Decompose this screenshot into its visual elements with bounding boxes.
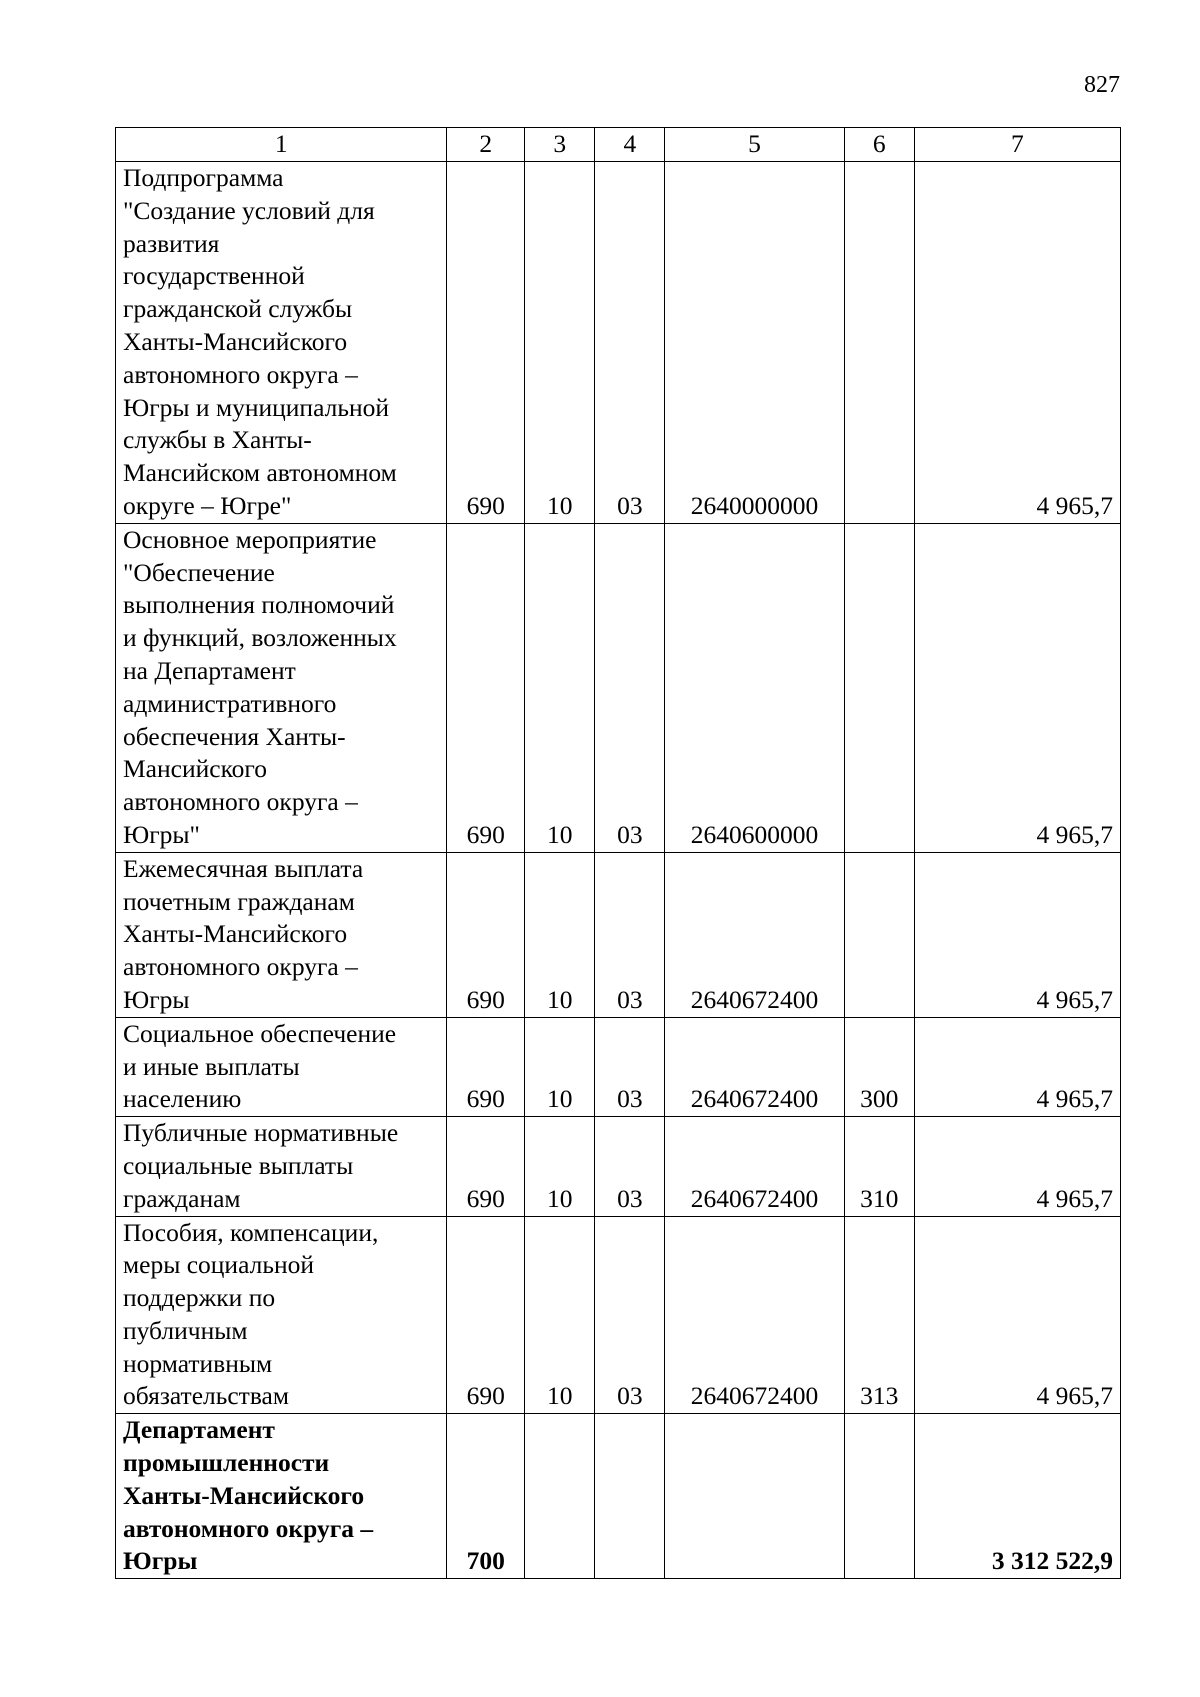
- row-amount: 4 965,7: [914, 523, 1120, 852]
- row-name: Ежемесячная выплата почетным гражданам Ханты-Мансийского автономного округа – Югры: [116, 852, 447, 1017]
- table-row: [116, 523, 1121, 852]
- row-code-3: 10: [525, 523, 595, 852]
- table-row: [116, 852, 1121, 1017]
- row-code-6: 313: [844, 1216, 914, 1414]
- column-header-3: 3: [525, 128, 595, 162]
- row-name: Департамент промышленности Ханты-Мансийского автономного округа – Югры: [116, 1414, 447, 1579]
- row-name: Публичные нормативные социальные выплаты гражданам: [116, 1117, 447, 1216]
- row-code-5: 2640600000: [665, 523, 844, 852]
- row-code-4: 03: [595, 852, 665, 1017]
- row-name: Социальное обеспечение и иные выплаты населению: [116, 1017, 447, 1116]
- row-amount: 3 312 522,9: [914, 1414, 1120, 1579]
- row-code-2: 690: [447, 1017, 525, 1116]
- row-code-3: 10: [525, 1117, 595, 1216]
- row-code-4: 03: [595, 523, 665, 852]
- row-code-5: 2640672400: [665, 1117, 844, 1216]
- row-code-3: 10: [525, 1216, 595, 1414]
- row-amount: 4 965,7: [914, 162, 1120, 524]
- table-row: [116, 1216, 1121, 1414]
- row-name: Пособия, компенсации, меры социальной поддержки по публичным нормативным обязательствам: [116, 1216, 447, 1414]
- row-code-4: 03: [595, 162, 665, 524]
- row-code-6: [844, 1414, 914, 1579]
- page-number: 827: [1084, 72, 1120, 98]
- row-code-6: 310: [844, 1117, 914, 1216]
- row-code-6: [844, 162, 914, 524]
- row-name: Подпрограмма "Создание условий для развития государственной гражданской службы Ханты-Мансийского автономного округа – Югры и муниципальной службы в Ханты- Мансийском автономном округе – Югре": [116, 162, 447, 524]
- column-header-6: 6: [844, 128, 914, 162]
- row-code-5: [665, 1414, 844, 1579]
- row-code-2: 690: [447, 1216, 525, 1414]
- row-code-4: 03: [595, 1117, 665, 1216]
- table-header: [116, 128, 1121, 162]
- row-code-5: 2640672400: [665, 1216, 844, 1414]
- column-header-7: 7: [914, 128, 1120, 162]
- row-code-5: 2640000000: [665, 162, 844, 524]
- column-header-1: 1: [116, 128, 447, 162]
- table-row: [116, 1017, 1121, 1116]
- row-code-5: 2640672400: [665, 1017, 844, 1116]
- table-body: [116, 162, 1121, 1579]
- row-code-3: 10: [525, 1017, 595, 1116]
- header-row: [116, 128, 1121, 162]
- row-code-5: 2640672400: [665, 852, 844, 1017]
- row-code-6: [844, 523, 914, 852]
- row-code-4: 03: [595, 1216, 665, 1414]
- row-code-2: 700: [447, 1414, 525, 1579]
- row-code-2: 690: [447, 852, 525, 1017]
- row-code-2: 690: [447, 162, 525, 524]
- column-header-2: 2: [447, 128, 525, 162]
- budget-table: [115, 127, 1121, 1579]
- table-row: [116, 162, 1121, 524]
- row-amount: 4 965,7: [914, 852, 1120, 1017]
- row-amount: 4 965,7: [914, 1117, 1120, 1216]
- row-code-2: 690: [447, 523, 525, 852]
- row-code-3: 10: [525, 852, 595, 1017]
- row-code-3: 10: [525, 162, 595, 524]
- row-code-2: 690: [447, 1117, 525, 1216]
- row-code-3: [525, 1414, 595, 1579]
- row-code-6: [844, 852, 914, 1017]
- row-amount: 4 965,7: [914, 1017, 1120, 1116]
- table-row-total: [116, 1414, 1121, 1579]
- row-code-6: 300: [844, 1017, 914, 1116]
- column-header-4: 4: [595, 128, 665, 162]
- table-row: [116, 1117, 1121, 1216]
- row-code-4: 03: [595, 1017, 665, 1116]
- column-header-5: 5: [665, 128, 844, 162]
- row-amount: 4 965,7: [914, 1216, 1120, 1414]
- row-code-4: [595, 1414, 665, 1579]
- row-name: Основное мероприятие "Обеспечение выполнения полномочий и функций, возложенных на Департамент административного обеспечения Ханты- Мансийского автономного округа – Югры": [116, 523, 447, 852]
